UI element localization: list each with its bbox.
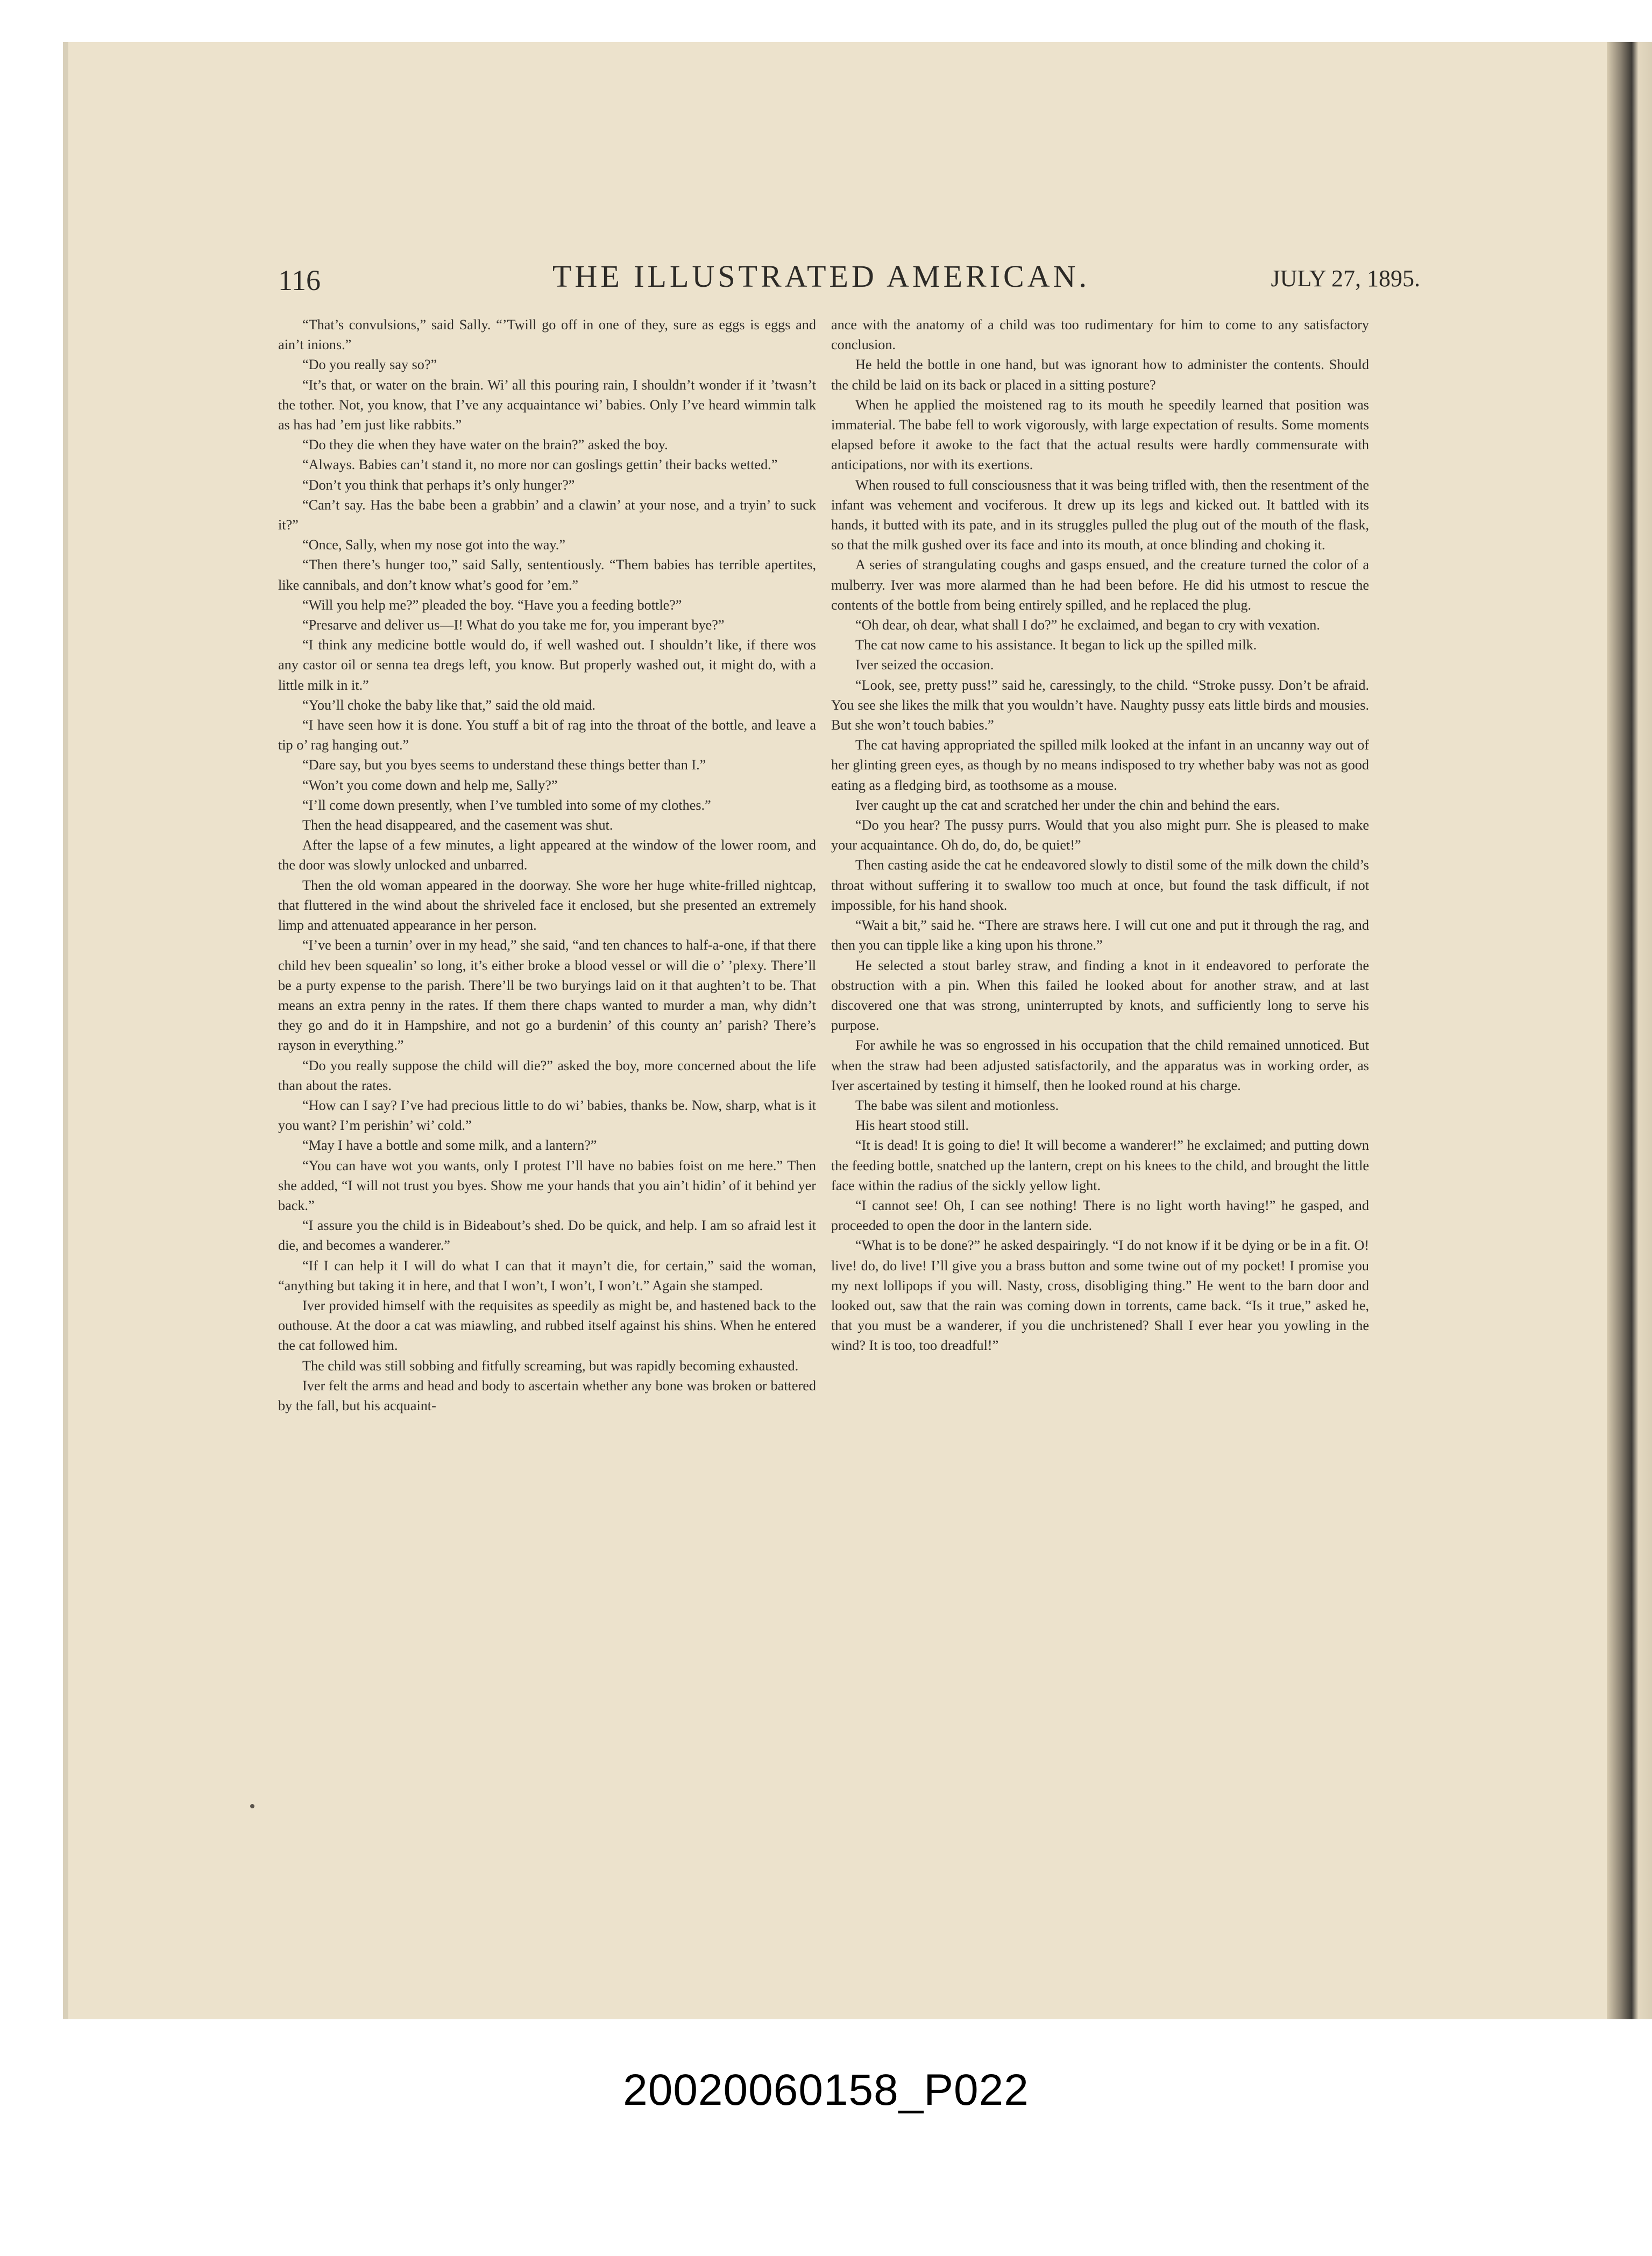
paragraph: “I’ll come down presently, when I’ve tumbled into some of my clothes.” bbox=[302, 797, 711, 813]
publication-title: THE ILLUSTRATED AMERICAN. bbox=[552, 259, 1090, 294]
paragraph: Iver felt the arms and head and body to ascertain whether any bone was broken or battered by the fall, but his acquaint- bbox=[278, 1377, 816, 1413]
paragraph: Then the old woman appeared in the doorway. She wore her huge white-frilled nightcap, that fluttered in the wind about the shriveled face it enclosed, but she presented an extremely limp and attenuated appearance in her person. bbox=[278, 877, 816, 933]
paragraph: “You’ll choke the baby like that,” said the old maid. bbox=[302, 697, 595, 713]
paragraph: When roused to full consciousness that it was being trifled with, then the resentment of the infant was vehement and vociferous. It drew up its legs and kicked out. It battled with its hands, it butted with its pate, and in its struggles pulled the plug out of the mouth of the flask, so that the milk gushed over its face and into its mouth, at once blinding and choking it. bbox=[831, 477, 1369, 553]
paragraph: “Presarve and deliver us—I! What do you take me for, you imperant bye?” bbox=[302, 617, 725, 633]
binding-gutter bbox=[1607, 42, 1652, 2019]
paragraph: “Oh dear, oh dear, what shall I do?” he exclaimed, and began to cry with vexation. bbox=[855, 617, 1320, 633]
paragraph: “I cannot see! Oh, I can see nothing! There is no light worth having!” he gasped, and proceeded to open the door in the lantern side. bbox=[831, 1197, 1369, 1234]
paragraph: The cat having appropriated the spilled milk looked at the infant in an uncanny way out of her glinting green eyes, as though by no means indisposed to try whether baby was not as good eating as a fledging bird, as toothsome as a mouse. bbox=[831, 737, 1369, 793]
paragraph: “If I can help it I will do what I can that it mayn’t die, for certain,” said the woman, “anything but taking it in here, and that I won’t, I won’t, I won’t.” Again she stamped. bbox=[278, 1257, 816, 1293]
paragraph: “Do you hear? The pussy purrs. Would that you also might purr. She is pleased to make your acquaintance. Oh do, do, do, be quiet!” bbox=[831, 817, 1369, 853]
paragraph: He held the bottle in one hand, but was ignorant how to administer the contents. Should the child be laid on its back or placed in a sitting posture? bbox=[831, 357, 1369, 393]
text-column-right bbox=[831, 315, 1369, 1356]
paragraph: His heart stood still. bbox=[855, 1118, 969, 1134]
paragraph: The child was still sobbing and fitfully screaming, but was rapidly becoming exhausted. bbox=[302, 1357, 799, 1374]
page-header bbox=[278, 258, 1420, 307]
paragraph: “Do they die when they have water on the brain?” asked the boy. bbox=[302, 437, 668, 453]
paragraph: After the lapse of a few minutes, a light appeared at the window of the lower room, and the door was slowly unlocked and unbarred. bbox=[278, 837, 816, 873]
paragraph: “Dare say, but you byes seems to understand these things better than I.” bbox=[302, 757, 706, 773]
paragraph: “I assure you the child is in Bideabout’s shed. Do be quick, and help. I am so afraid lest it die, and becomes a wanderer.” bbox=[278, 1218, 816, 1254]
paragraph: “That’s convulsions,” said Sally. “’Twill go off in one of they, sure as eggs is eggs and ain’t inions.” bbox=[278, 317, 816, 353]
catalog-number: 20020060158_P022 bbox=[623, 2066, 1029, 2114]
paragraph: “Then there’s hunger too,” said Sally, sententiously. “Them babies has terrible apertites, like cannibals, and don’t know what’s good for ’em.” bbox=[278, 557, 816, 593]
paragraph: The cat now came to his assistance. It began to lick up the spilled milk. bbox=[855, 637, 1257, 653]
paragraph: “Won’t you come down and help me, Sally?” bbox=[302, 777, 558, 793]
paragraph: “Look, see, pretty puss!” said he, caressingly, to the child. “Stroke pussy. Don’t be afraid. You see she likes the milk that you wouldn’t have. Naughty pussy eats little birds and mousies. But she won’t touch babies.” bbox=[831, 677, 1369, 733]
paragraph: “It’s that, or water on the brain. Wi’ all this pouring rain, I shouldn’t wonder if it ’twasn’t the tother. Not, you know, that I’ve any acquaintance wi’ babies. Only I’ve heard wimmin talk as has had ’em just like rabbits.” bbox=[278, 377, 816, 433]
paragraph: “I’ve been a turnin’ over in my head,” she said, “and ten chances to half-a-one, if that there child hev been squealin’ so long, it’s either broke a blood vessel or will die o’ ’plexy. There’ll be a purty expense to the parish. There’ll be two buryings laid on it that aughten’t to be. That means an extra penny in the rates. If them there chaps wanted to murder a man, why didn’t they go and do it in Hampshire, and not go a burdenin’ of this county an’ parish? There’s rayson in everything.” bbox=[278, 937, 816, 1053]
paragraph: Iver caught up the cat and scratched her under the chin and behind the ears. bbox=[855, 797, 1280, 813]
paragraph: The babe was silent and motionless. bbox=[855, 1097, 1059, 1113]
text-column-left bbox=[278, 315, 816, 1416]
paper-speck bbox=[250, 1804, 254, 1808]
paragraph: For awhile he was so engrossed in his occupation that the child remained unnoticed. But when the straw had been adjusted satisfactorily, and the apparatus was in working order, as Iver ascertained by testing it himself, then he looked round at his charge. bbox=[831, 1037, 1369, 1093]
paragraph: “Can’t say. Has the babe been a grabbin’ and a clawin’ at your nose, and a tryin’ to suck it?” bbox=[278, 497, 816, 533]
paragraph: He selected a stout barley straw, and finding a knot in it endeavored to perforate the obstruction with a pin. When this failed he looked about for another straw, and at last discovered one that was strong, uninterrupted by knots, and sufficiently long to serve his purpose. bbox=[831, 957, 1369, 1034]
paragraph: “How can I say? I’ve had precious little to do wi’ babies, thanks be. Now, sharp, what is it you want? I’m perishin’ wi’ cold.” bbox=[278, 1097, 816, 1134]
paragraph: “May I have a bottle and some milk, and a lantern?” bbox=[302, 1137, 597, 1154]
paragraph: “Will you help me?” pleaded the boy. “Have you a feeding bottle?” bbox=[302, 597, 682, 613]
paragraph: “What is to be done?” he asked despairingly. “I do not know if it be dying or be in a fit. O! live! do, do live! I’ll give you a brass button and some twine out of my pocket! I promise you my next lollipops if you will. Nasty, cross, disobliging thing.” He went to the barn door and looked out, saw that the rain was coming down in torrents, came back. “Is it true,” asked he, that you must be a wanderer, if you die unchristened? Shall I ever hear you yowling in the wind? It is too, too dreadful!” bbox=[831, 1237, 1369, 1354]
paragraph: “It is dead! It is going to die! It will become a wanderer!” he exclaimed; and putting down the feeding bottle, snatched up the lantern, crept on his knees to the child, and brought the little face within the radius of the sickly yellow light. bbox=[831, 1137, 1369, 1193]
paragraph: Iver seized the occasion. bbox=[855, 657, 994, 673]
paragraph: “Wait a bit,” said he. “There are straws here. I will cut one and put it through the rag, and then you can tipple like a king upon his throne.” bbox=[831, 917, 1369, 953]
paragraph: Iver provided himself with the requisites as speedily as might be, and hastened back to the outhouse. At the door a cat was miawling, and rubbed itself against his shins. When he entered the cat followed him. bbox=[278, 1297, 816, 1354]
issue-date: JULY 27, 1895. bbox=[1271, 265, 1420, 292]
paragraph: “Do you really suppose the child will die?” asked the boy, more concerned about the life than about the rates. bbox=[278, 1057, 816, 1093]
page-edge bbox=[63, 42, 68, 2019]
paragraph: “Once, Sally, when my nose got into the way.” bbox=[302, 537, 565, 553]
paragraph: ance with the anatomy of a child was too rudimentary for him to come to any satisfactory conclusion. bbox=[831, 317, 1369, 353]
paragraph: “I have seen how it is done. You stuff a bit of rag into the throat of the bottle, and leave a tip o’ rag hanging out.” bbox=[278, 717, 816, 753]
paragraph: “You can have wot you wants, only I protest I’ll have no babies foist on me here.” Then she added, “I will not trust you byes. Show me your hands that you ain’t hidin’ of it behind yer back.” bbox=[278, 1157, 816, 1213]
paragraph: Then casting aside the cat he endeavored slowly to distil some of the milk down the child’s throat without suffering it to swallow too much at once, but found the task difficult, if not impossible, for his hand shook. bbox=[831, 857, 1369, 913]
paragraph: “Do you really say so?” bbox=[302, 357, 437, 373]
paragraph: “Always. Babies can’t stand it, no more nor can goslings gettin’ their backs wetted.” bbox=[302, 457, 778, 473]
paragraph: When he applied the moistened rag to its mouth he speedily learned that position was immaterial. The babe fell to work vigorously, with large expectation of results. Some moments elapsed before it awoke to the fact that the actual results were hardly commensurate with anticipations, nor with its exertions. bbox=[831, 397, 1369, 473]
paragraph: Then the head disappeared, and the casement was shut. bbox=[302, 817, 613, 833]
paragraph: “Don’t you think that perhaps it’s only hunger?” bbox=[302, 477, 575, 493]
paragraph: A series of strangulating coughs and gasps ensued, and the creature turned the color of a mulberry. Iver was more alarmed than he had been before. He did his utmost to rescue the contents of the bottle from being entirely spilled, and he replaced the plug. bbox=[831, 557, 1369, 613]
page-number: 116 bbox=[278, 264, 321, 296]
paragraph: “I think any medicine bottle would do, if well washed out. I shouldn’t like, if there wos any castor oil or senna tea dregs left, you know. But properly washed out, it might do, with a little milk in it.” bbox=[278, 637, 816, 693]
